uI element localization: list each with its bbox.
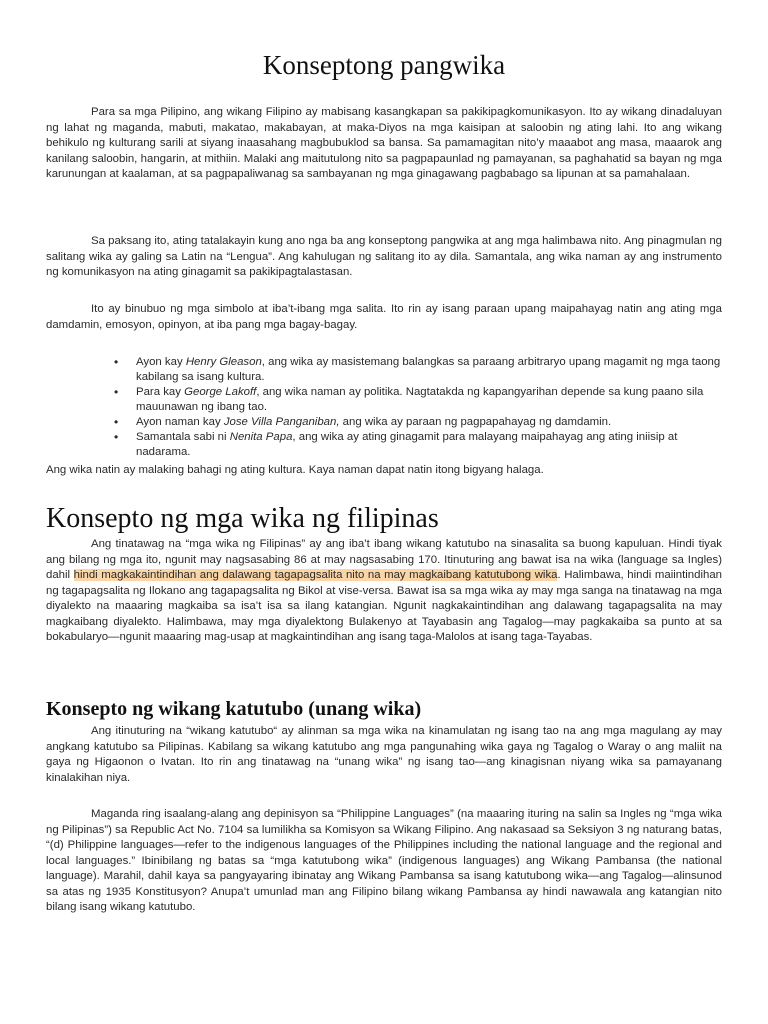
paragraph-culture: Ang wika natin ay malaking bahagi ng ating kultura. Kaya naman dapat natin itong bigyang halaga.: [46, 464, 544, 476]
bullet-icon: •: [114, 415, 119, 429]
list-item: • Samantala sabi ni Nenita Papa, ang wika ay ating ginagamit para malayang maipahayag ang ating iniisip at nadarama.: [114, 430, 678, 458]
list-item: • Para kay George Lakoff, ang wika naman ay politika. Nagtatakda ng kapangyarihan depende sa kung paano sila mauunawan ng ibang tao.: [114, 385, 704, 413]
bullet-icon: •: [114, 385, 119, 399]
list-item: • Ayon naman kay Jose Villa Panganiban, ang wika ay paraan ng pagpapahayag ng damdamin.: [114, 415, 612, 429]
bullet-icon: •: [114, 355, 119, 369]
highlighted-text: hindi magkakaintindihan ang dalawang tagapagsalita nito na may magkaibang katutubong wika: [73, 569, 558, 581]
paragraph-origin: Sa paksang ito, ating tatalakayin kung ano nga ba ang konseptong pangwika at ang mga halimbawa nito. Ang pinagmulan ng salitang wika ay galing sa Latin na “Lengua”. Ang kahulugan ng salitang ito ay dila. Samantala, ang wika naman ay ang instrumento ng komunikasyon na ating ginagamit sa pakikipagtalastasan.: [46, 235, 722, 278]
paragraph-philippine-languages: Maganda ring isaalang-alang ang depinisyon sa “Philippine Languages” (na maaaring ituring na salin sa Ingles ng “mga wika ng Pilipinas”) sa Republic Act No. 7104 sa lumilikha sa Komisyon sa Wikang Filipino. Ang nakasaad sa Seksiyon 3 ng naturang batas, “(d) Philippine languages—refer to the indigenous languages of the Philippines including the national language and the regional and local languages.” Ibinibilang ng batas sa “mga katutubong wika” (indigenous languages) ang Wikang Pambansa (the national language). Marahil, dahil kaya sa pangyayaring ibinatay ang Wikang Pambansa sa isang katutubong wika—ang Tagalog—alinsunod sa atas ng 1935 Konstitusyon? Anupa’t umunlad man ang Filipino bilang wikang Pambansa ay hindi nawawala ang katangian nito bilang isang wikang katutubo.: [46, 808, 722, 913]
section-heading-filipinas: Konsepto ng mga wika ng filipinas: [46, 503, 439, 534]
list-item: • Ayon kay Henry Gleason, ang wika ay masistemang balangkas sa paraang arbitraryo upang magamit ng mga taong kabilang sa isang kultura.: [114, 355, 721, 383]
section-heading-katutubo: Konsepto ng wikang katutubo (unang wika): [46, 698, 422, 720]
paragraph-filipinas: Ang tinatawag na “mga wika ng Filipinas” ay ang iba’t ibang wikang katutubo na sinasalita sa buong kapuluan. Hindi tiyak ang bilang ng mga ito, ngunit may nagsasabing 86 at may nagsasabing 170. Itinuturing ang bawat isa na wika (language sa Ingles) dahil hindi magkakaintindihan ang dalawang tagapagsalita nito na may magkaibang katutubong wika. Halimbawa, hindi maiintindihan ng tagapagsalita ng Ilokano ang tagapagsalita ng Bikol at vise-versa. Bawat isa sa mga wika ay may mga sanga na tinatawag na mga diyalekto na maaaring magkaiba sa isa’t isa sa ilang katangian. Ngunit nagkakaintindihan ang dalawang tagapagsalita na may magkaibang diyalekto. Halimbawa, may mga diyalektong Bulakenyo at Tayabasin ang Tagalog—may pagkakaiba sa punto at sa bokabularyo—ngunit maaaring mag-usap at magkaintindihan ang isang taga-Malolos at isang taga-Tayabas.: [46, 538, 722, 643]
paragraph-symbols: Ito ay binubuo ng mga simbolo at iba’t-ibang mga salita. Ito rin ay isang paraan upang maipahayag natin ang ating mga damdamin, emosyon, opinyon, at iba pang mga bagay-bagay.: [46, 303, 722, 331]
paragraph-katutubo: Ang itinuturing na “wikang katutubo“ ay alinman sa mga wika na kinamulatan ng isang tao na ang mga magulang ay may angkang katutubo sa Pilipinas. Kabilang sa wikang katutubo ang mga pangunahing wika gaya ng Tagalog o Waray o ang maliit na gaya ng Higaonon o Ivatan. Ito rin ang tinatawag na “unang wika” ng isang tao—ang kinagisnan niyang wika sa pamayanang kinalakihan niya.: [46, 725, 722, 784]
definition-list: [46, 355, 722, 460]
bullet-icon: •: [114, 430, 119, 444]
page-title: Konseptong pangwika: [262, 50, 506, 80]
paragraph-intro: Para sa mga Pilipino, ang wikang Filipino ay mabisang kasangkapan sa pakikipagkomunikasyon. Ito ay wikang dinadaluyan ng lahat ng maganda, mabuti, makatao, makabayan, at maka-Diyos na mga kaisipan at saloobin ng ating lahi. Ito ang wikang behikulo ng kulturang sarili at siyang inaasahang magbubuklod sa bansa. Sa pamamagitan nito’y maaabot ang masa, maaarok ang kanilang saloobin, hangarin, at mithiin. Malaki ang maitutulong nito sa pagpapaunlad ng pamayanan, sa paghahatid sa bayan ng mga karunungan at kaalaman, at sa pagpapaliwanag sa sambayanan ng mga ginagawang pagbabago sa lipunan at sa pamahalaan.: [46, 106, 722, 180]
